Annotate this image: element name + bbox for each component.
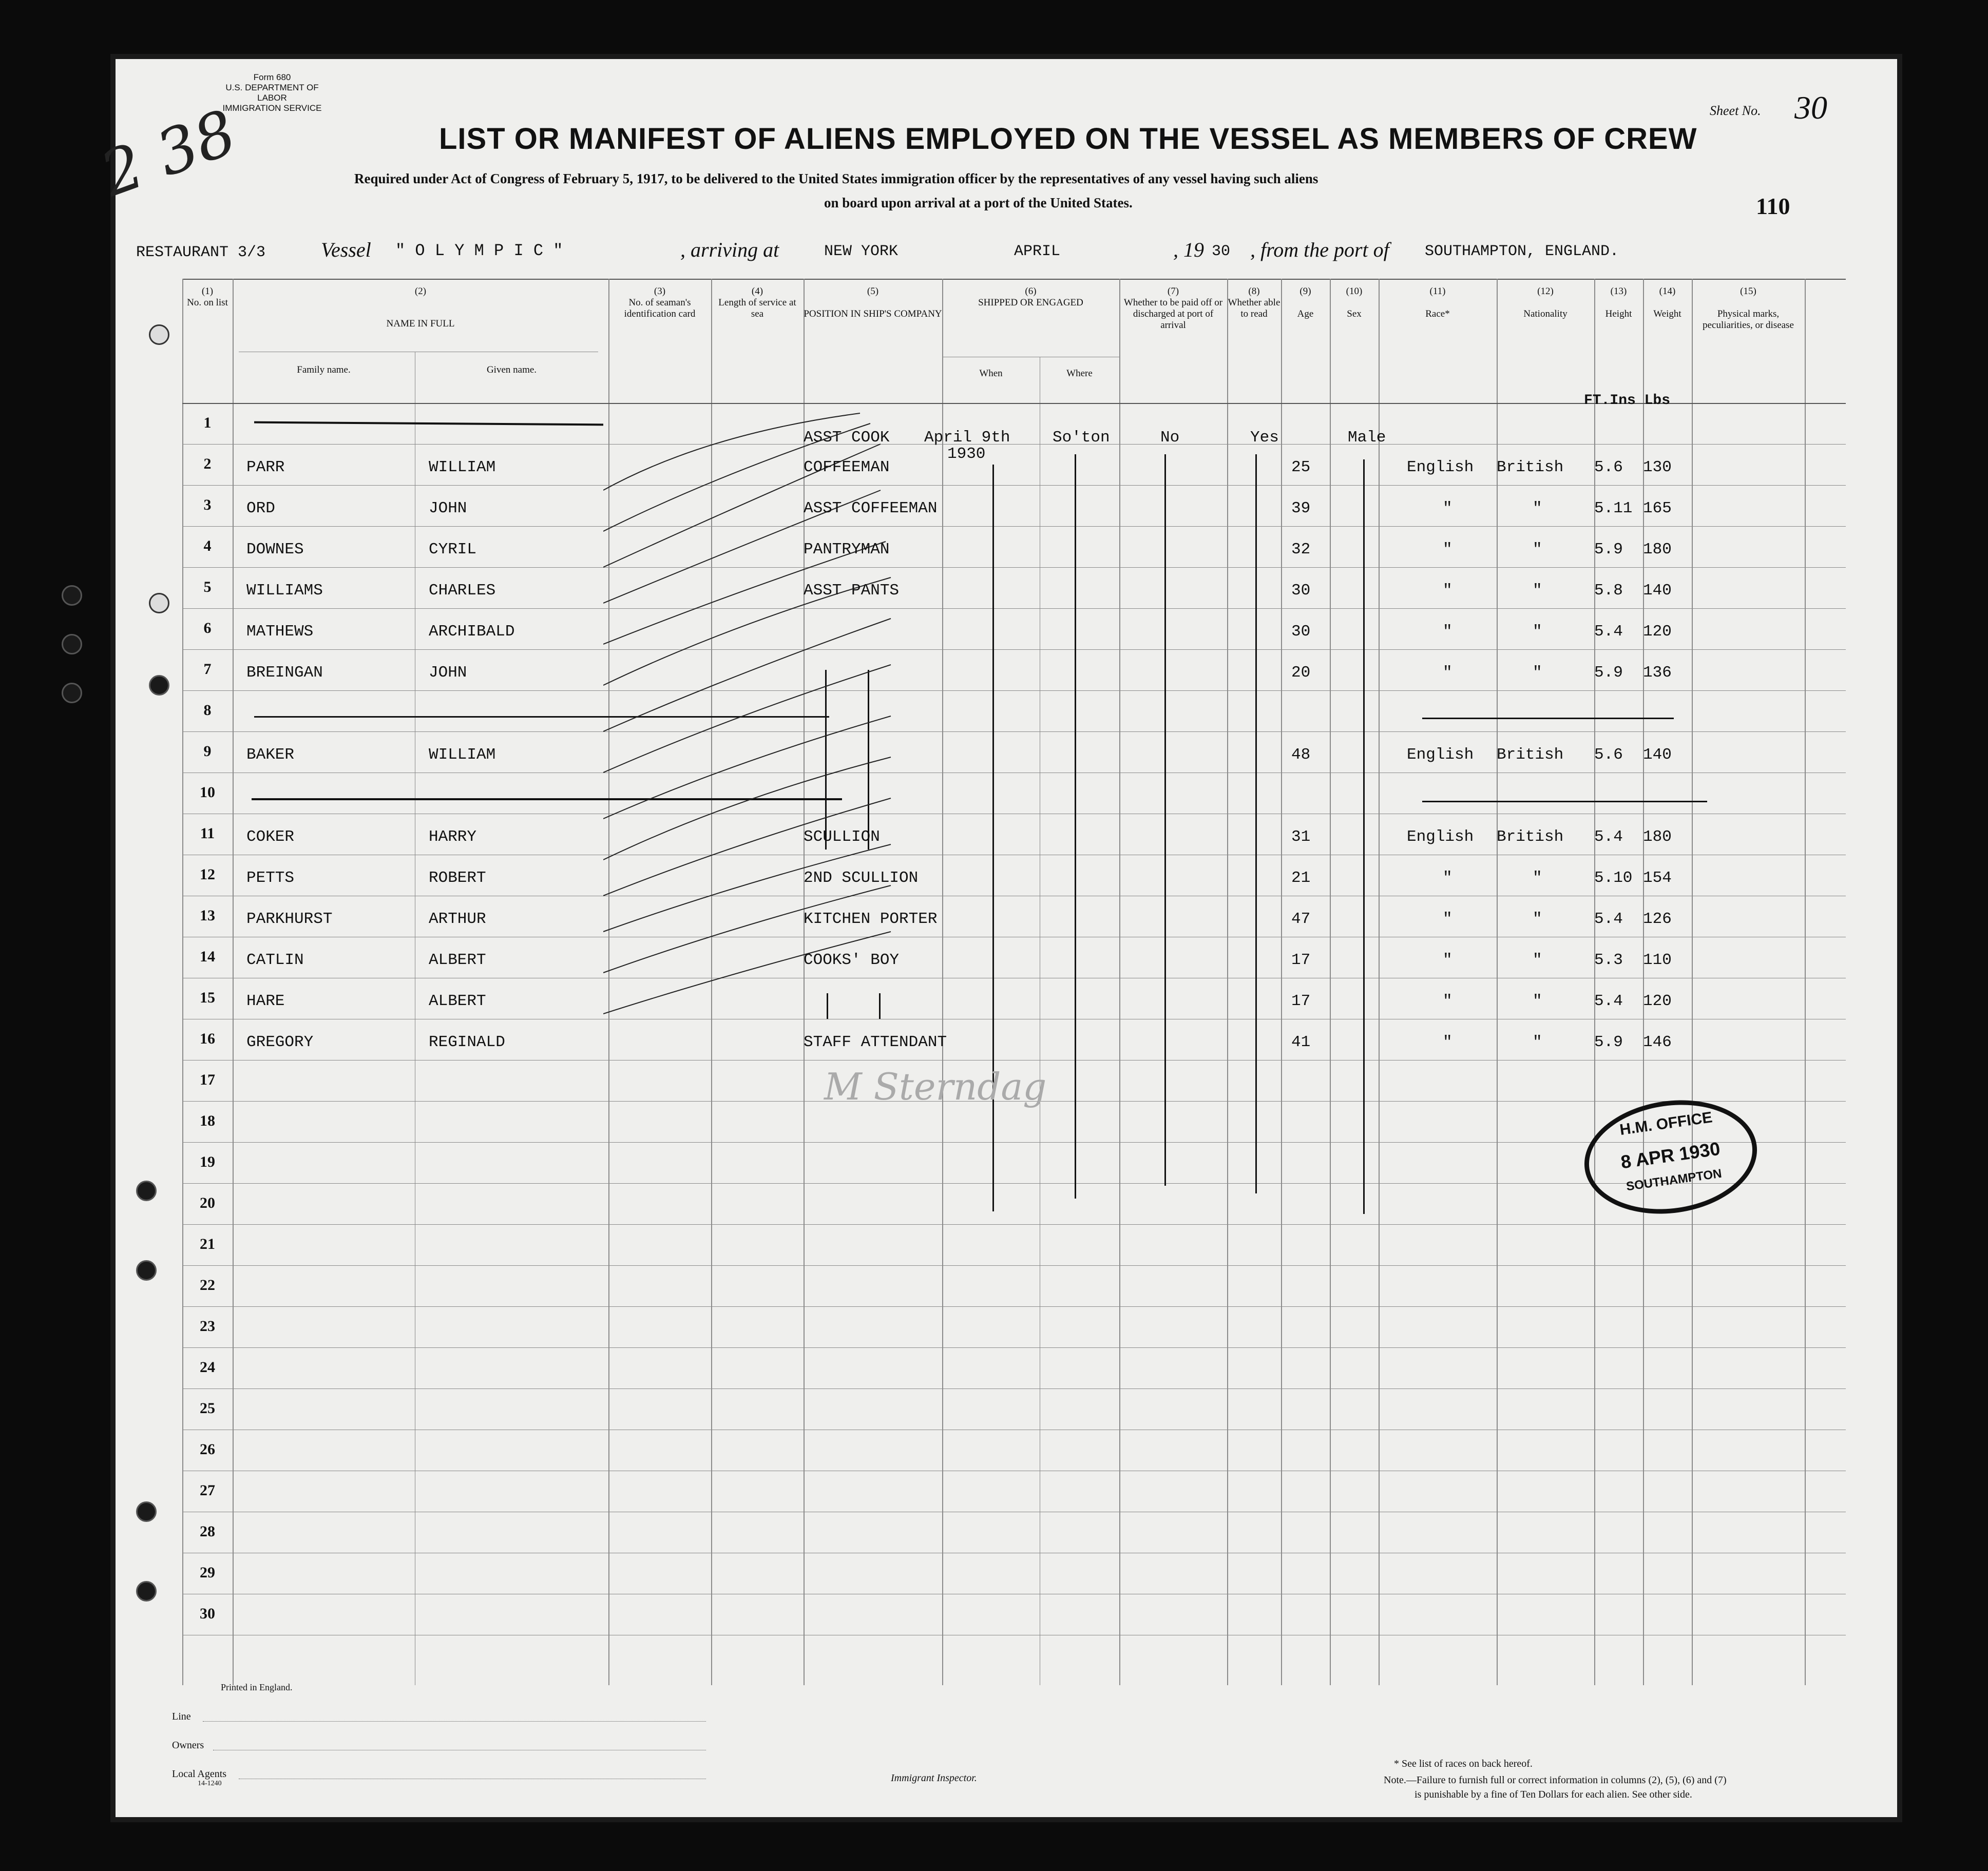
department-name: U.S. DEPARTMENT OF LABOR — [225, 83, 319, 103]
crew-nationality: British — [1497, 746, 1564, 764]
crew-race: " — [1443, 992, 1452, 1010]
col-1-header: (1) No. on list — [187, 286, 228, 308]
binder-hole — [136, 1181, 157, 1201]
row-1-position: ASST COOK — [804, 429, 890, 447]
page-title: LIST OR MANIFEST OF ALIENS EMPLOYED ON THE VESSEL AS MEMBERS OF CREW — [439, 122, 1697, 156]
col-7-header: (7) Whether to be paid off or discharged at port of arrival — [1123, 286, 1223, 331]
crew-given: WILLIAM — [429, 746, 496, 764]
arrival-month: APRIL — [1014, 243, 1061, 260]
crew-weight: 130 — [1643, 458, 1672, 476]
row-number: 14 — [200, 948, 215, 965]
crew-nationality: " — [1533, 623, 1542, 641]
footer-owners-label: Owners — [172, 1740, 204, 1751]
col-3-header: (3) No. of seaman's identification card — [624, 286, 696, 319]
row-number: 20 — [200, 1194, 215, 1211]
col-5-header: (5) POSITION IN SHIP'S COMPANY — [804, 286, 942, 319]
fine-note-1: Note.—Failure to furnish full or correct information in columns (2), (5), (6) and (7) — [1384, 1774, 1727, 1786]
binder-hole — [149, 593, 169, 613]
footer-code: 14-1240 — [198, 1780, 222, 1787]
crew-age: 48 — [1291, 746, 1311, 764]
crew-height: 5.6 — [1594, 746, 1623, 764]
crew-height: 5.9 — [1594, 541, 1623, 558]
subtitle-line-2: on board upon arrival at a port of the United States. — [824, 195, 1133, 210]
crew-family: PARR — [246, 458, 285, 476]
crew-position: STAFF ATTENDANT — [804, 1033, 947, 1051]
row-number: 24 — [200, 1359, 215, 1376]
row-number: 28 — [200, 1523, 215, 1540]
binder-hole — [62, 585, 82, 606]
row-number: 3 — [203, 496, 212, 513]
crew-weight: 154 — [1643, 869, 1672, 887]
crew-family: PETTS — [246, 869, 295, 887]
crew-given: ALBERT — [429, 992, 486, 1010]
row-number: 13 — [200, 907, 215, 924]
row-number: 21 — [200, 1236, 215, 1252]
crew-position: COFFEEMAN — [804, 458, 890, 476]
crew-weight: 110 — [1643, 951, 1672, 969]
row-number: 6 — [203, 620, 212, 636]
crew-given: ARTHUR — [429, 910, 486, 928]
subtitle-line-1: Required under Act of Congress of February 5, 1917, to be delivered to the United States immigration officer by the representatives of any vessel having such aliens — [354, 171, 1318, 186]
crew-race: " — [1443, 541, 1452, 558]
row-divider — [182, 1265, 1846, 1266]
row-divider — [182, 485, 1846, 486]
binder-hole — [136, 1501, 157, 1522]
crew-family: BAKER — [246, 746, 295, 764]
service-name: IMMIGRATION SERVICE — [222, 103, 322, 113]
row-divider — [182, 567, 1846, 568]
row-number: 29 — [200, 1564, 215, 1581]
crew-given: REGINALD — [429, 1033, 505, 1051]
row-number: 16 — [200, 1030, 215, 1047]
col-6b-header: Where — [1066, 368, 1093, 379]
footer-line-label: Line — [172, 1711, 191, 1722]
col-11-header: (11) Race* — [1425, 286, 1450, 319]
crew-height: 5.9 — [1594, 1033, 1623, 1051]
crew-position: SCULLION — [804, 828, 880, 846]
crew-table — [182, 279, 1846, 1666]
crew-given: ARCHIBALD — [429, 623, 515, 641]
crew-position: 2ND SCULLION — [804, 869, 919, 887]
row-divider — [182, 526, 1846, 527]
crew-height: 5.8 — [1594, 582, 1623, 600]
crew-race: " — [1443, 582, 1452, 600]
binder-hole — [62, 634, 82, 654]
row-divider — [182, 649, 1846, 650]
crew-given: CHARLES — [429, 582, 496, 600]
row-number: 17 — [200, 1071, 215, 1088]
crew-race: " — [1443, 951, 1452, 969]
binder-hole — [62, 683, 82, 703]
row-divider — [182, 608, 1846, 609]
row-divider — [182, 1388, 1846, 1389]
row-divider — [182, 690, 1846, 691]
row-divider — [182, 1224, 1846, 1225]
row-divider — [182, 1347, 1846, 1348]
crew-position: ASST PANTS — [804, 582, 900, 600]
row-number: 22 — [200, 1277, 215, 1294]
row-number: 4 — [203, 537, 212, 554]
row-number: 27 — [200, 1482, 215, 1499]
vessel-label: Vessel — [321, 238, 371, 261]
col-15-header: (15) Physical marks, peculiarities, or disease — [1703, 286, 1794, 331]
crew-age: 47 — [1291, 910, 1311, 928]
crew-given: CYRIL — [429, 541, 477, 558]
crew-nationality: British — [1497, 828, 1564, 846]
vessel-name: " O L Y M P I C " — [395, 241, 563, 260]
crew-nationality: " — [1533, 664, 1542, 682]
row-1-where: So'ton — [1053, 429, 1110, 447]
crew-position: KITCHEN PORTER — [804, 910, 938, 928]
row-divider — [182, 444, 1846, 445]
crew-height: 5.4 — [1594, 828, 1623, 846]
crew-race: " — [1443, 910, 1452, 928]
col-14-header: (14) Weight — [1653, 286, 1681, 319]
crew-weight: 180 — [1643, 828, 1672, 846]
binder-hole — [136, 1260, 157, 1281]
row-number: 1 — [203, 414, 212, 431]
from-port-label: , from the port of — [1250, 238, 1389, 261]
binder-hole — [149, 675, 169, 696]
col-12-header: (12) Nationality — [1523, 286, 1568, 319]
binder-hole — [149, 324, 169, 345]
col-8-header: (8) Whether able to read — [1228, 286, 1280, 319]
crew-given: HARRY — [429, 828, 477, 846]
row-number: 23 — [200, 1318, 215, 1335]
form-header — [218, 72, 326, 113]
col-6a-header: When — [979, 368, 1003, 379]
crew-age: 31 — [1291, 828, 1311, 846]
sheet-label: Sheet No. — [1710, 103, 1761, 118]
row-number: 2 — [203, 455, 212, 472]
crew-weight: 180 — [1643, 541, 1672, 558]
crew-given: ALBERT — [429, 951, 486, 969]
crew-nationality: " — [1533, 582, 1542, 600]
row-1-when: April 9th — [924, 429, 1010, 447]
crew-height: 5.9 — [1594, 664, 1623, 682]
crew-height: 5.6 — [1594, 458, 1623, 476]
crew-position: PANTRYMAN — [804, 541, 890, 558]
crew-nationality: " — [1533, 869, 1542, 887]
crew-family: PARKHURST — [246, 910, 333, 928]
crew-family: MATHEWS — [246, 623, 314, 641]
crew-weight: 140 — [1643, 582, 1672, 600]
row-number: 5 — [203, 578, 212, 595]
crew-age: 25 — [1291, 458, 1311, 476]
crew-age: 39 — [1291, 499, 1311, 517]
row-number: 12 — [200, 866, 215, 883]
page-number: 110 — [1756, 193, 1790, 219]
crew-weight: 126 — [1643, 910, 1672, 928]
crew-nationality: " — [1533, 951, 1542, 969]
crew-position: COOKS' BOY — [804, 951, 900, 969]
col-2b-header: Given name. — [486, 364, 537, 375]
crew-age: 20 — [1291, 664, 1311, 682]
stamp-date: 8 APR 1930 — [1619, 1137, 1722, 1173]
crew-nationality: " — [1533, 1033, 1542, 1051]
crew-family: ORD — [246, 499, 275, 517]
row-number: 18 — [200, 1112, 215, 1129]
col-10-header: (10) Sex — [1346, 286, 1363, 319]
crew-race: English — [1407, 828, 1474, 846]
crew-age: 17 — [1291, 992, 1311, 1010]
binder-hole — [136, 1581, 157, 1602]
stamp-bottom: SOUTHAMPTON — [1625, 1166, 1723, 1194]
crew-height: 5.4 — [1594, 910, 1623, 928]
col-6-header: (6) SHIPPED OR ENGAGED — [978, 286, 1083, 308]
crew-height: 5.3 — [1594, 951, 1623, 969]
crew-given: WILLIAM — [429, 458, 496, 476]
crew-nationality: " — [1533, 499, 1542, 517]
row-number: 19 — [200, 1153, 215, 1170]
crew-race: English — [1407, 458, 1474, 476]
crew-race: " — [1443, 664, 1452, 682]
arriving-label: , arriving at — [680, 238, 779, 261]
row-number: 7 — [203, 661, 212, 678]
row-number: 15 — [200, 989, 215, 1006]
manifest-sheet — [92, 54, 1902, 1822]
departure-port: SOUTHAMPTON, ENGLAND. — [1425, 243, 1619, 260]
row-divider — [182, 1306, 1846, 1307]
crew-age: 21 — [1291, 869, 1311, 887]
crew-height: 5.11 — [1594, 499, 1633, 517]
row-number: 8 — [203, 702, 212, 719]
crew-height: 5.4 — [1594, 992, 1623, 1010]
row-1-read: Yes — [1250, 429, 1279, 447]
year-prefix: , 19 — [1173, 238, 1204, 261]
row-number: 26 — [200, 1441, 215, 1458]
crew-height: 5.4 — [1594, 623, 1623, 641]
crew-given: ROBERT — [429, 869, 486, 887]
fine-note-2: is punishable by a fine of Ten Dollars for each alien. See other side. — [1414, 1789, 1692, 1800]
crew-race: " — [1443, 623, 1452, 641]
row-1-year: 1930 — [947, 445, 986, 463]
races-note: * See list of races on back hereof. — [1394, 1758, 1533, 1769]
crew-family: COKER — [246, 828, 295, 846]
crew-weight: 120 — [1643, 992, 1672, 1010]
crew-weight: 146 — [1643, 1033, 1672, 1051]
crew-family: CATLIN — [246, 951, 304, 969]
crew-given: JOHN — [429, 664, 467, 682]
col-9-header: (9) Age — [1297, 286, 1314, 319]
row-number: 30 — [200, 1605, 215, 1622]
crew-age: 30 — [1291, 582, 1311, 600]
crew-nationality: " — [1533, 910, 1542, 928]
crew-age: 30 — [1291, 623, 1311, 641]
crew-nationality: " — [1533, 992, 1542, 1010]
crew-weight: 165 — [1643, 499, 1672, 517]
crew-race: " — [1443, 499, 1452, 517]
crew-weight: 120 — [1643, 623, 1672, 641]
handwritten-corner-mark: 2 38 — [92, 97, 245, 211]
sheet-number: 30 — [1794, 89, 1827, 126]
inspector-label: Immigrant Inspector. — [891, 1772, 977, 1784]
row-1-paid-off: No — [1160, 429, 1180, 447]
col-4-header: (4) Length of service at sea — [718, 286, 796, 319]
col-13-header: (13) Height — [1605, 286, 1632, 319]
crew-family: BREINGAN — [246, 664, 323, 682]
stamp-top: H.M. OFFICE — [1618, 1109, 1714, 1139]
row-number: 9 — [203, 743, 212, 760]
crew-race: " — [1443, 1033, 1452, 1051]
row-number: 10 — [200, 784, 215, 801]
col-2-header: NAME IN FULL — [386, 318, 455, 329]
crew-family: GREGORY — [246, 1033, 314, 1051]
crew-age: 41 — [1291, 1033, 1311, 1051]
crew-family: HARE — [246, 992, 285, 1010]
footer-agents-label: Local Agents — [172, 1768, 227, 1780]
signature: M Sterndag — [824, 1065, 1047, 1108]
arrival-port: NEW YORK — [824, 243, 899, 260]
crew-family: DOWNES — [246, 541, 304, 558]
department-label: RESTAURANT 3/3 — [136, 244, 266, 261]
crew-nationality: British — [1497, 458, 1564, 476]
arrival-year: 30 — [1212, 243, 1231, 260]
crew-family: WILLIAMS — [246, 582, 323, 600]
row-1-sex: Male — [1348, 429, 1386, 447]
crew-nationality: " — [1533, 541, 1542, 558]
col-2a-header: Family name. — [297, 364, 351, 375]
crew-position: ASST COFFEEMAN — [804, 499, 938, 517]
crew-race: English — [1407, 746, 1474, 764]
row-number: 11 — [200, 825, 215, 842]
crew-age: 17 — [1291, 951, 1311, 969]
crew-weight: 136 — [1643, 664, 1672, 682]
crew-age: 32 — [1291, 541, 1311, 558]
crew-race: " — [1443, 869, 1452, 887]
col-2-number: (2) — [414, 286, 427, 297]
printed-note: Printed in England. — [221, 1682, 293, 1692]
crew-given: JOHN — [429, 499, 467, 517]
crew-weight: 140 — [1643, 746, 1672, 764]
crew-height: 5.10 — [1594, 869, 1633, 887]
row-divider — [182, 731, 1846, 732]
form-number: Form 680 — [253, 72, 291, 82]
units-row: FT.Ins Lbs — [1584, 393, 1671, 409]
row-number: 25 — [200, 1400, 215, 1417]
